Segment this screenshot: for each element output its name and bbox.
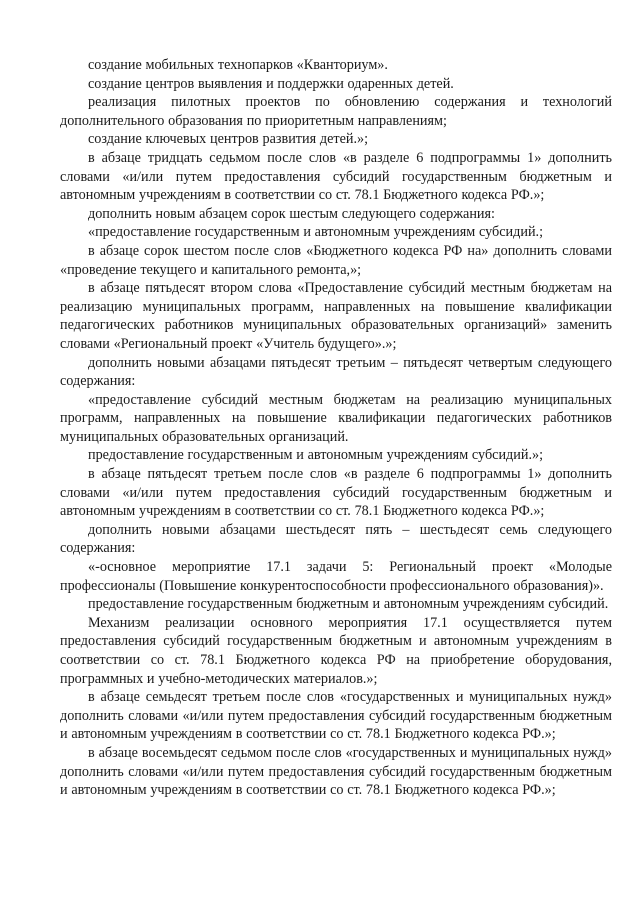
document-paragraph: предоставление государственным бюджетным и автономным учреждениям субсидий.: [88, 596, 609, 613]
document-paragraph: дополнить новыми абзацами шестьдесят пять – шестьдесят семь следующего содержания:: [60, 521, 612, 557]
document-paragraph: «предоставление субсидий местным бюджетам на реализацию муниципальных программ, направленных на повышение квалификации педагогических работников муниципальных образовательных организаций.: [60, 391, 612, 445]
document-paragraph: предоставление государственным и автономным учреждениям субсидий.»;: [88, 447, 544, 464]
document-paragraph: в абзаце тридцать седьмом после слов «в разделе 6 подпрограммы 1» дополнить словами «и/или путем предоставления субсидий государственным бюджетным и автономным учреждениям в соответствии со ст. 78.1 Бюджетного кодекса РФ.»;: [60, 149, 612, 204]
document-paragraph: создание ключевых центров развития детей.»;: [88, 131, 369, 148]
document-paragraph: в абзаце восемьдесят седьмом после слов «государственных и муниципальных нужд» дополнить словами «и/или путем предоставления субсидий государственным бюджетным и автономным учреждениям в соответствии со ст. 78.1 Бюджетного кодекса РФ.»;: [60, 744, 612, 799]
document-paragraph: в абзаце семьдесят третьем после слов «государственных и муниципальных нужд» дополнить словами «и/или путем предоставления субсидий государственным бюджетным и автономным учреждениям в соответствии со ст. 78.1 Бюджетного кодекса РФ.»;: [60, 689, 612, 743]
document-paragraph: создание мобильных технопарков «Кванториум».: [88, 57, 388, 73]
document-paragraph: дополнить новыми абзацами пятьдесят третьим – пятьдесят четвертым следующего содержания:: [60, 354, 612, 390]
document-paragraph: Механизм реализации основного мероприятия 17.1 осуществляется путем предоставления субсидий государственным бюджетным и автономным учреждениям в соответствии со ст. 78.1 Бюджетного кодекса РФ на приобретение оборудования, программных и учебно-методических материалов.»;: [60, 614, 612, 687]
document-paragraph: реализация пилотных проектов по обновлению содержания и технологий дополнительного образования по приоритетным направлениям;: [60, 94, 612, 129]
document-paragraph: дополнить новым абзацем сорок шестым следующего содержания:: [88, 205, 495, 222]
document-paragraph: в абзаце сорок шестом после слов «Бюджетного кодекса РФ на» дополнить словами «проведение текущего и капитального ремонта,»;: [60, 242, 612, 278]
document-paragraph: создание центров выявления и поддержки одаренных детей.: [88, 75, 454, 92]
document-paragraph: в абзаце пятьдесят втором слова «Предоставление субсидий местным бюджетам на реализацию муниципальных программ, направленных на повышение квалификации педагогических работников муниципальных образовательных организаций» заменить словами «Региональный проект «Учитель будущего».»;: [60, 280, 612, 352]
document-paragraph: в абзаце пятьдесят третьем после слов «в разделе 6 подпрограммы 1» дополнить словами «и/или путем предоставления субсидий государственным бюджетным и автономным учреждениям в соответствии со ст. 78.1 Бюджетного кодекса РФ.»;: [60, 466, 612, 520]
document-paragraph: «-основное мероприятие 17.1 задачи 5: Региональный проект «Молодые профессионалы (Повышение конкурентоспособности профессионального образования)».: [60, 559, 612, 594]
document-paragraph: «предоставление государственным и автономным учреждениям субсидий.;: [88, 224, 544, 241]
